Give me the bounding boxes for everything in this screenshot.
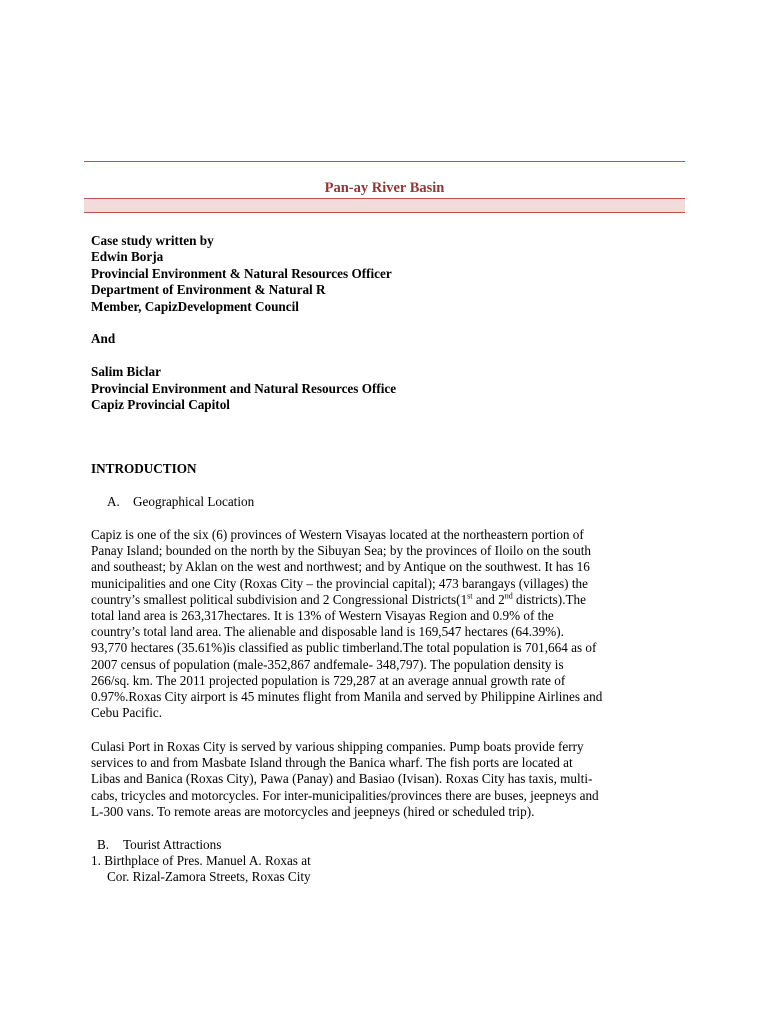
paragraph-line: L-300 vans. To remote areas are motorcycles and jeepneys (hired or scheduled trip).: [91, 803, 535, 819]
paragraph-line: and southeast; by Aklan on the west and northwest; and by Antique on the southwest. It has 16: [91, 559, 590, 575]
paragraph-line: Cebu Pacific.: [91, 705, 163, 721]
paragraph-line: municipalities and one City (Roxas City – the provincial capital); 473 barangays (villages) the: [91, 575, 588, 591]
conjunction: And: [91, 331, 116, 347]
paragraph-line: Libas and Banica (Roxas City), Pawa (Panay) and Basiao (Ivisan). Roxas City has taxis, multi-: [91, 771, 593, 787]
paragraph-line: Panay Island; bounded on the north by the Sibuyan Sea; by the provinces of Iloilo on the south: [91, 543, 591, 559]
paragraph-transport: [91, 739, 599, 820]
paragraph-line: country’s smallest political subdivision and 2 Congressional Districts(1st and 2nd districts).The: [91, 591, 586, 607]
subsection-title: Tourist Attractions: [123, 837, 222, 852]
paragraph-geography: [91, 527, 602, 721]
paragraph-line: 2007 census of population (male-352,867 andfemale- 348,797). The population density is: [91, 656, 564, 672]
author-line: Capiz Provincial Capitol: [91, 397, 230, 413]
paragraph-line: 93,770 hectares (35.61%)is classified as public timberland.The total population is 701,664 as of: [91, 640, 597, 656]
attractions-list: [91, 853, 311, 885]
paragraph-line: cabs, tricycles and motorcycles. For inter-municipalities/provinces there are buses, jeepneys and: [91, 787, 599, 803]
header-rule: [84, 161, 685, 162]
author-line: Case study written by: [91, 233, 214, 248]
paragraph-line: 266/sq. km. The 2011 projected population is 729,287 at an average annual growth rate of: [91, 672, 566, 688]
author-line: Provincial Environment & Natural Resources Officer: [91, 265, 392, 281]
subsection-letter: A.: [107, 494, 120, 509]
paragraph-line: country’s total land area. The alienable and disposable land is 169,547 hectares (64.39%).: [91, 624, 564, 640]
subsection-letter: B.: [97, 837, 110, 852]
paragraph-line: Capiz is one of the six (6) provinces of Western Visayas located at the northeastern portion of: [91, 527, 584, 542]
subsection-title: Geographical Location: [133, 494, 255, 509]
document-title: Pan-ay River Basin: [324, 180, 445, 196]
author-line: Salim Biclar: [91, 364, 161, 380]
list-item-continuation: Cor. Rizal-Zamora Streets, Roxas City: [107, 869, 311, 885]
author-line: Member, CapizDevelopment Council: [91, 298, 299, 314]
subsection-b: [97, 837, 221, 853]
author-line: Edwin Borja: [91, 249, 164, 265]
paragraph-line: 0.97%.Roxas City airport is 45 minutes flight from Manila and served by Philippine Airlines and: [91, 689, 603, 705]
section-heading: INTRODUCTION: [91, 461, 197, 476]
paragraph-line: total land area is 263,317hectares. It is 13% of Western Visayas Region and 0.9% of the: [91, 608, 554, 624]
authors-block: [91, 233, 396, 413]
subsection-a: [107, 494, 254, 510]
list-item: 1. Birthplace of Pres. Manuel A. Roxas at: [91, 853, 311, 868]
paragraph-line: Culasi Port in Roxas City is served by various shipping companies. Pump boats provide ferry: [91, 739, 584, 754]
author-line: Department of Environment & Natural R: [91, 282, 326, 298]
title-band: [84, 198, 685, 213]
author-line: Provincial Environment and Natural Resources Office: [91, 380, 397, 396]
paragraph-line: services to and from Masbate Island through the Banica wharf. The fish ports are located at: [91, 755, 573, 771]
